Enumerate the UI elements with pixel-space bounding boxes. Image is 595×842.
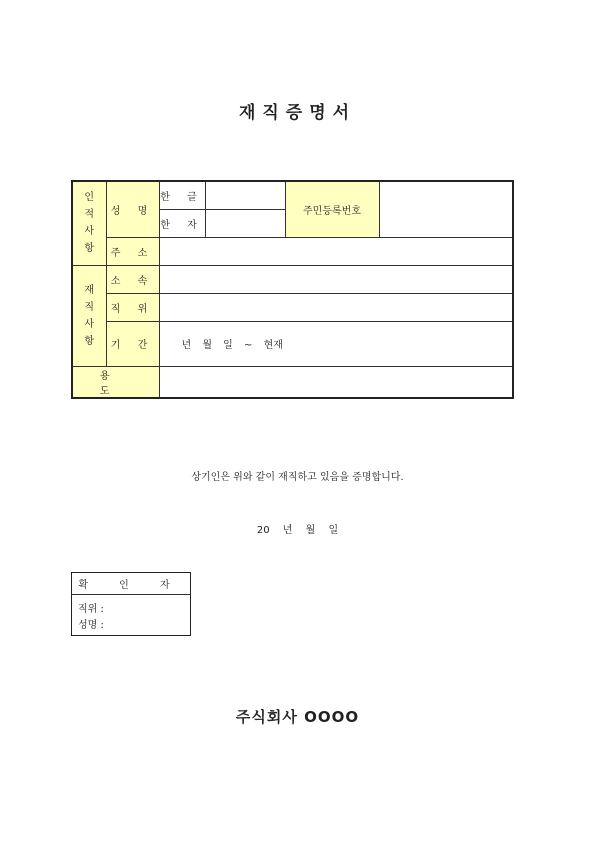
date-line: 20 년 월 일 — [256, 525, 339, 536]
confirmer-header: 확 인 자 — [72, 573, 191, 595]
hanja-name-field[interactable] — [205, 209, 285, 237]
company-name: 주식회사 OOOO — [235, 708, 360, 726]
period-label: 기 간 — [106, 321, 159, 366]
hanja-label: 한 자 — [159, 209, 205, 237]
hangul-name-field[interactable] — [205, 181, 285, 209]
document-title: 재직증명서 — [238, 103, 357, 123]
certification-statement: 상기인은 위와 같이 재직하고 있음을 증명합니다. — [191, 472, 404, 483]
resident-id-label: 주민등록번호 — [285, 181, 379, 237]
period-field[interactable]: 년 월 일 ~ 현재 — [159, 321, 513, 366]
name-label: 성 명 — [106, 181, 159, 237]
address-field[interactable] — [159, 237, 513, 265]
department-field[interactable] — [159, 265, 513, 293]
purpose-label: 용 도 — [72, 366, 159, 398]
confirmer-position[interactable]: 직위 : — [78, 603, 104, 615]
position-label: 직 위 — [106, 293, 159, 321]
employment-section-label: 재직사항 — [72, 265, 106, 366]
confirmer-box — [71, 572, 191, 636]
resident-id-field[interactable] — [379, 181, 513, 237]
certificate-form-table — [71, 180, 514, 399]
position-field[interactable] — [159, 293, 513, 321]
hangul-label: 한 글 — [159, 181, 205, 209]
confirmer-name[interactable]: 성명 : — [78, 619, 104, 631]
purpose-field[interactable] — [159, 366, 513, 398]
personal-section-label: 인적사항 — [72, 181, 106, 265]
address-label: 주 소 — [106, 237, 159, 265]
department-label: 소 속 — [106, 265, 159, 293]
